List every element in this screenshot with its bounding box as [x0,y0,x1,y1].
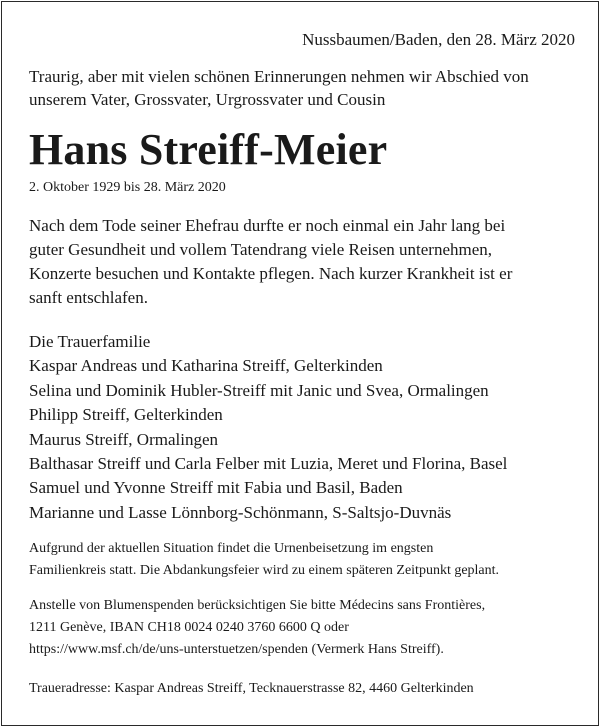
donation-link[interactable]: https://www.msf.ch/de/uns-unterstuetzen/spenden (Vermerk Hans Streiff). [29,642,444,658]
family-member: Selina und Dominik Hubler-Streiff mit Janic und Svea, Ormalingen [29,380,489,400]
tribute-text [29,214,575,310]
deceased-name: Hans Streiff-Meier [29,125,388,174]
mourning-family-list [29,330,575,525]
mourning-address: Traueradresse: Kaspar Andreas Streiff, Tecknauerstrasse 82, 4460 Gelterkinden [29,681,474,697]
place-and-date: Nussbaumen/Baden, den 28. März 2020 [302,30,575,49]
intro-line: Traurig, aber mit vielen schönen Erinnerungen nehmen wir Abschied von [29,67,529,86]
family-member: Maurus Streiff, Ormalingen [29,429,219,449]
tribute-line: sanft entschlafen. [29,288,148,307]
tribute-line: Nach dem Tode seiner Ehefrau durfte er noch einmal ein Jahr lang bei [29,216,506,235]
notice-line: Familienkreis statt. Die Abdankungsfeier wird zu einem späteren Zeitpunkt geplant. [29,563,500,579]
donation-notice [29,595,575,661]
intro-line: unserem Vater, Grossvater, Urgrossvater und Cousin [29,90,386,109]
family-member: Marianne und Lasse Lönnborg-Schönmann, S-Saltsjo-Duvnäs [29,502,452,522]
family-heading: Die Trauerfamilie [29,332,151,351]
family-member: Kaspar Andreas und Katharina Streiff, Gelterkinden [29,356,383,376]
donation-line: Anstelle von Blumenspenden berücksichtigen Sie bitte Médecins sans Frontières, [29,598,486,614]
family-member: Samuel und Yvonne Streiff mit Fabia und Basil, Baden [29,478,403,498]
funeral-notice [29,538,575,582]
tribute-line: guter Gesundheit und vollem Tatendrang viele Reisen unternehmen, [29,240,493,259]
intro-text [29,65,575,111]
donation-line: 1211 Genève, IBAN CH18 0024 0240 3760 6600 Q oder [29,620,349,636]
tribute-line: Konzerte besuchen und Kontakte pflegen. Nach kurzer Krankheit ist er [29,264,513,283]
notice-line: Aufgrund der aktuellen Situation findet die Urnenbeisetzung im engsten [29,541,434,557]
obituary-content [29,28,575,700]
family-member: Balthasar Streiff und Carla Felber mit Luzia, Meret und Florina, Basel [29,454,508,474]
life-dates: 2. Oktober 1929 bis 28. März 2020 [29,180,226,195]
family-member: Philipp Streiff, Gelterkinden [29,405,223,425]
obituary-notice [1,1,599,726]
